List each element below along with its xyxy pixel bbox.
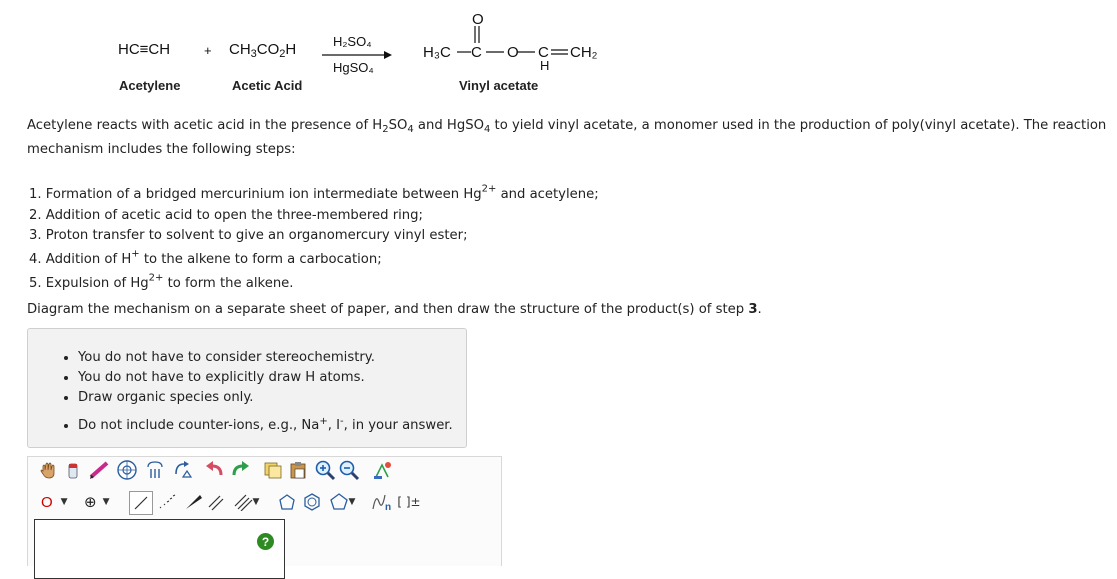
step-4: 4. Addition of H+ to the alkene to form a carbocation;	[29, 248, 382, 267]
hint-counter-ions: • Do not include counter-ions, e.g., Na+, I-, in your answer.	[78, 412, 466, 436]
triple-bond-selector[interactable]	[229, 491, 263, 513]
template-ring-icon[interactable]	[116, 459, 138, 481]
charge-bracket-icon[interactable]: [ ]±	[397, 495, 421, 509]
cyclopropane-icon[interactable]	[276, 491, 298, 513]
reagent-hgso4: HgSO₄	[333, 60, 374, 75]
hint-stereo: • You do not have to consider stereochemistry.	[78, 348, 466, 368]
label-vinyl-acetate: Vinyl acetate	[459, 78, 539, 93]
clean-structure-icon[interactable]	[372, 459, 394, 481]
eraser-tool-icon[interactable]	[62, 459, 84, 481]
product-methyl: H₃C	[423, 44, 451, 61]
hint-h-atoms: • You do not have to explicitly draw H atoms.	[78, 368, 466, 388]
plus-charge-icon: ⊕	[84, 493, 97, 511]
product-carbonyl-carbon: C	[471, 44, 482, 61]
redo-icon[interactable]	[229, 459, 251, 481]
double-bond-icon[interactable]	[205, 491, 227, 513]
hashed-bond-icon[interactable]	[155, 491, 177, 513]
steps-list	[29, 183, 599, 296]
chevron-down-icon: ▼	[348, 497, 356, 507]
paste-icon[interactable]	[287, 459, 309, 481]
hand-tool-icon[interactable]	[37, 459, 59, 481]
reactant-acetic-acid: $CH_3CO_2H$	[229, 41, 297, 60]
drawing-canvas[interactable]	[34, 519, 285, 579]
reaction-arrow	[322, 50, 392, 60]
sn-bracket-icon[interactable]	[370, 491, 394, 513]
product-vinyl-carbon: C	[538, 44, 549, 61]
select-lasso-icon[interactable]	[144, 459, 166, 481]
rotate-tool-icon[interactable]	[171, 459, 193, 481]
chevron-down-icon: ▼	[252, 497, 260, 507]
charge-selector[interactable]	[84, 490, 122, 514]
ring-selector[interactable]	[325, 491, 359, 513]
intro-line2: mechanism includes the following steps:	[27, 142, 296, 157]
svg-text:n: n	[385, 502, 392, 512]
atom-selector[interactable]	[34, 490, 76, 514]
zoom-in-icon[interactable]	[314, 459, 336, 481]
label-acetylene: Acetylene	[119, 78, 181, 93]
copy-icon[interactable]	[262, 459, 284, 481]
intro-line1: Acetylene reacts with acetic acid in the presence of $H_2SO_4$ and HgSO$_4$ to yield vinyl acetate, a monomer used in the production of poly(vinyl acetate). The reaction	[27, 118, 1107, 135]
step-3: 3. Proton transfer to solvent to give an organomercury vinyl ester;	[29, 228, 468, 243]
single-bond-icon[interactable]	[129, 491, 153, 515]
help-button[interactable]: ?	[257, 533, 274, 550]
undo-icon[interactable]	[204, 459, 226, 481]
hint-box	[27, 328, 467, 448]
hint-organic: • Draw organic species only.	[78, 388, 466, 408]
step-2: 2. Addition of acetic acid to open the three-membered ring;	[29, 208, 423, 223]
reagent-h2so4: H₂SO₄	[333, 34, 372, 49]
benzene-ring-icon[interactable]	[301, 491, 323, 513]
product-vinyl-h: H	[540, 58, 550, 73]
step-1: 1. Formation of a bridged mercurinium ion intermediate between $Hg^{2+}$ and acetylene;	[29, 183, 599, 202]
zoom-out-icon[interactable]	[338, 459, 360, 481]
chevron-down-icon: ▼	[102, 497, 110, 507]
wedge-bond-icon[interactable]	[182, 491, 204, 513]
atom-label: O	[41, 493, 53, 511]
product-carbonyl-oxygen: O	[472, 11, 484, 28]
step-5: 5. Expulsion of $Hg^{2+}$ to form the alkene.	[29, 272, 294, 291]
chevron-down-icon: ▼	[60, 497, 68, 507]
pencil-tool-icon[interactable]	[88, 459, 110, 481]
instruction-text: Diagram the mechanism on a separate sheet of paper, and then draw the structure of the product(s) of step 3.	[27, 302, 762, 317]
label-acetic-acid: Acetic Acid	[232, 78, 303, 93]
product-ester-oxygen: O	[507, 44, 519, 61]
product-ch2: CH₂	[570, 44, 598, 61]
plus-sign: +	[204, 43, 212, 58]
reactant-acetylene: HC≡CH	[118, 41, 171, 58]
